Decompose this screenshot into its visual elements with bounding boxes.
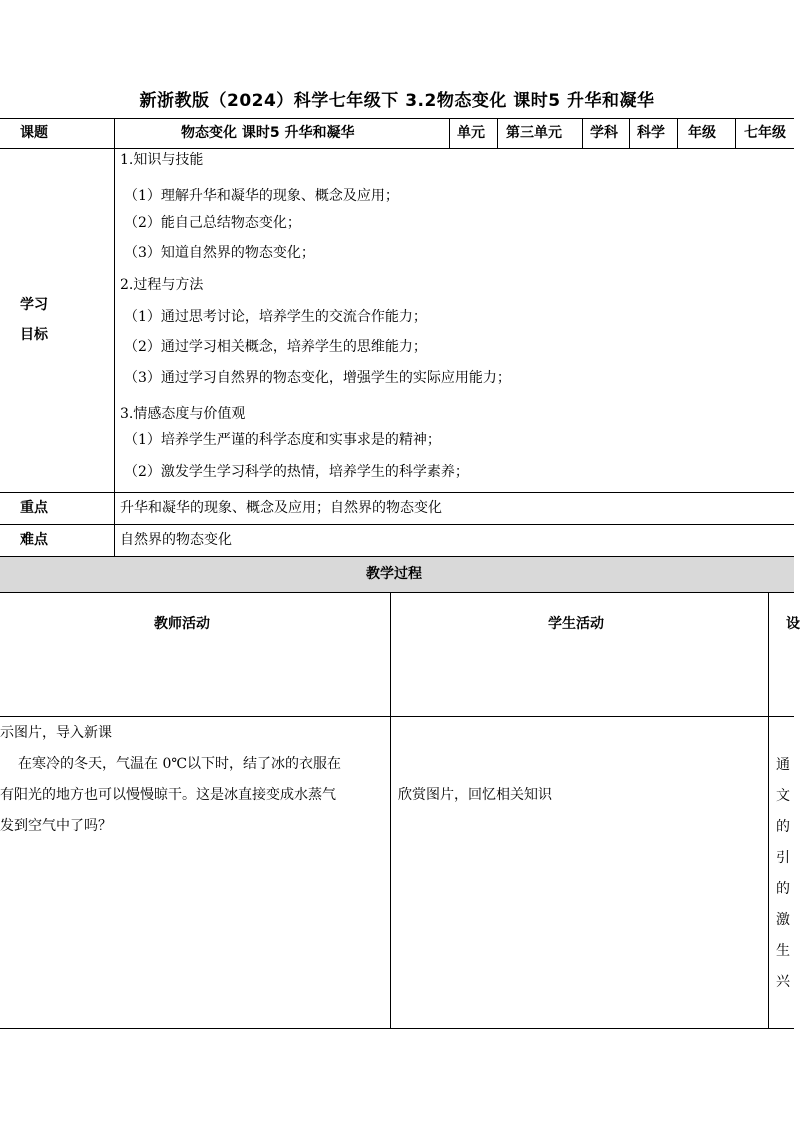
difficulty-value: 自然界的物态变化 xyxy=(120,532,232,548)
teacher-activity-line: 示图片，导入新课 xyxy=(0,725,112,741)
design-intent-fragment: 引 xyxy=(776,850,790,866)
goals-row-bottom-border xyxy=(0,492,794,493)
goals-line: （3）知道自然界的物态变化； xyxy=(124,245,315,261)
goals-line: 2.过程与方法 xyxy=(120,277,204,293)
key-point-row-bottom-border xyxy=(0,524,794,525)
teacher-activity-line: 发到空气中了吗？ xyxy=(0,818,112,834)
teacher-activity-header: 教师活动 xyxy=(154,616,210,632)
teacher-activity-line: 有阳光的地方也可以慢慢晾干。这是冰直接变成水蒸气 xyxy=(0,787,336,803)
goals-line: 1.知识与技能 xyxy=(120,152,204,168)
design-intent-fragment: 通 xyxy=(776,757,790,773)
process-divider-teacher-student xyxy=(390,592,391,1028)
grade-value: 七年级 xyxy=(744,125,786,141)
goals-line: （2）通过学习相关概念，培养学生的思维能力； xyxy=(124,339,427,355)
student-activity-text: 欣赏图片，回忆相关知识 xyxy=(398,787,552,803)
grade-label: 年级 xyxy=(688,125,716,141)
unit-value: 第三单元 xyxy=(506,125,562,141)
header-row-bottom-border xyxy=(0,148,794,149)
document-title: 新浙教版（2024）科学七年级下 3.2物态变化 课时5 升华和凝华 xyxy=(139,91,655,111)
header-divider-grade-value xyxy=(735,118,736,148)
subject-value: 科学 xyxy=(637,125,665,141)
goals-label-line1: 学习 xyxy=(20,297,48,313)
header-divider-grade xyxy=(677,118,678,148)
table-top-border xyxy=(0,118,794,119)
key-point-value: 升华和凝华的现象、概念及应用；自然界的物态变化 xyxy=(120,500,442,516)
topic-label: 课题 xyxy=(20,125,48,141)
goals-label-line2: 目标 xyxy=(20,327,48,343)
goals-line: （1）培养学生严谨的科学态度和实事求是的精神； xyxy=(124,432,441,448)
unit-label: 单元 xyxy=(457,125,485,141)
process-heading: 教学过程 xyxy=(366,566,422,582)
student-activity-header: 学生活动 xyxy=(548,616,604,632)
key-point-label: 重点 xyxy=(20,500,48,516)
design-intent-fragment: 激 xyxy=(776,912,790,928)
header-divider-subject xyxy=(582,118,583,148)
goals-line: （3）通过学习自然界的物态变化，增强学生的实际应用能力； xyxy=(124,370,511,386)
teacher-activity-line: 在寒冷的冬天，气温在 0℃以下时，结了冰的衣服在 xyxy=(18,756,342,772)
process-heading-bottom-border xyxy=(0,592,794,593)
design-intent-fragment: 的 xyxy=(776,881,790,897)
design-intent-fragment: 的 xyxy=(776,819,790,835)
goals-line: （2）激发学生学习科学的热情，培养学生的科学素养； xyxy=(124,464,469,480)
goals-line: （1）通过思考讨论，培养学生的交流合作能力； xyxy=(124,309,427,325)
difficulty-label: 难点 xyxy=(20,532,48,548)
goals-line: （2）能自己总结物态变化； xyxy=(124,215,301,231)
header-divider-unit xyxy=(449,118,450,148)
process-body-bottom-border xyxy=(0,1028,794,1029)
process-columns-header-bottom-border xyxy=(0,716,794,717)
goals-line: （1）理解升华和凝华的现象、概念及应用； xyxy=(124,188,399,204)
goals-line: 3.情感态度与价值观 xyxy=(120,406,246,422)
design-intent-fragment: 文 xyxy=(776,788,790,804)
topic-value: 物态变化 课时5 升华和凝华 xyxy=(181,125,355,141)
header-divider-subject-value xyxy=(629,118,630,148)
header-divider-unit-value xyxy=(497,118,498,148)
design-intent-header: 设 xyxy=(786,616,800,632)
design-intent-fragment: 兴 xyxy=(776,974,790,990)
label-column-divider xyxy=(114,118,115,556)
subject-label: 学科 xyxy=(590,125,618,141)
process-divider-student-design xyxy=(768,592,769,1028)
design-intent-fragment: 生 xyxy=(776,943,790,959)
